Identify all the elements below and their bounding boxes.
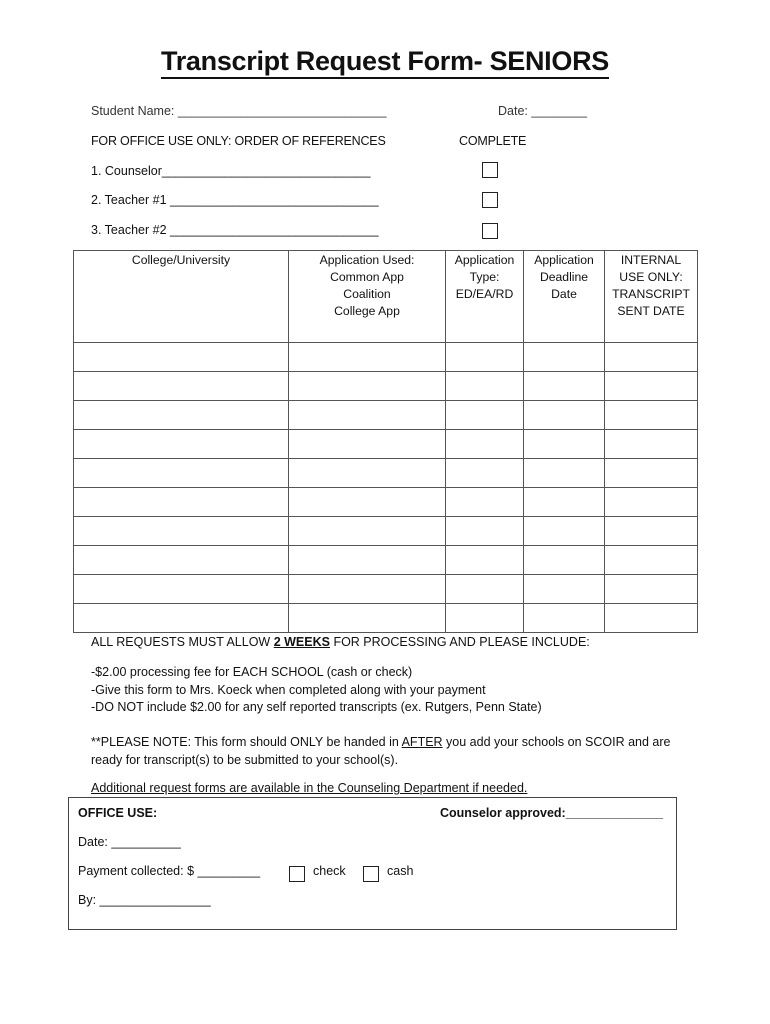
table-row (74, 343, 698, 372)
transcript-sent-cell[interactable] (605, 343, 698, 372)
application-type-cell[interactable] (446, 430, 524, 459)
college-cell[interactable] (74, 517, 289, 546)
complete-heading: COMPLETE (459, 134, 527, 148)
deadline-cell[interactable] (524, 575, 605, 604)
table-row (74, 401, 698, 430)
table-header-row (74, 251, 698, 343)
column-header-application-used: Application Used: Common App Coalition College App (289, 251, 446, 343)
application-type-cell[interactable] (446, 517, 524, 546)
please-note: **PLEASE NOTE: This form should ONLY be handed in AFTER you add your schools on SCOIR and are ready for transcript(s) to be submitted to your school(s). (91, 735, 671, 767)
processing-notice: ALL REQUESTS MUST ALLOW 2 WEEKS FOR PROCESSING AND PLEASE INCLUDE: (91, 635, 590, 649)
office-date-field[interactable]: Date: __________ (78, 835, 181, 849)
application-used-cell[interactable] (289, 488, 446, 517)
additional-forms-note: Additional request forms are available in the Counseling Department if needed. (91, 781, 528, 795)
application-used-cell[interactable] (289, 372, 446, 401)
office-use-box (68, 797, 677, 930)
payment-collected-field[interactable]: Payment collected: $ _________ (78, 864, 261, 878)
teacher-2-complete-checkbox[interactable] (482, 223, 498, 239)
application-used-cell[interactable] (289, 459, 446, 488)
deadline-cell[interactable] (524, 604, 605, 633)
reference-teacher-2[interactable]: 3. Teacher #2 ______________________________ (91, 223, 379, 237)
deadline-cell[interactable] (524, 430, 605, 459)
college-table (73, 250, 698, 633)
application-used-cell[interactable] (289, 546, 446, 575)
application-type-cell[interactable] (446, 488, 524, 517)
transcript-sent-cell[interactable] (605, 488, 698, 517)
list-item: -Give this form to Mrs. Koeck when completed along with your payment (91, 682, 486, 697)
deadline-cell[interactable] (524, 343, 605, 372)
application-type-cell[interactable] (446, 575, 524, 604)
after-emphasis: AFTER (401, 735, 443, 749)
college-cell[interactable] (74, 575, 289, 604)
list-item: -DO NOT include $2.00 for any self reported transcripts (ex. Rutgers, Penn State) (91, 700, 542, 714)
application-used-cell[interactable] (289, 517, 446, 546)
college-cell[interactable] (74, 604, 289, 633)
deadline-cell[interactable] (524, 517, 605, 546)
page-title (0, 46, 770, 77)
table-row (74, 372, 698, 401)
table-row (74, 459, 698, 488)
check-checkbox[interactable] (289, 866, 305, 882)
teacher-1-complete-checkbox[interactable] (482, 192, 498, 208)
reference-counselor[interactable]: 1. Counselor______________________________ (91, 164, 371, 178)
application-used-cell[interactable] (289, 343, 446, 372)
deadline-cell[interactable] (524, 372, 605, 401)
transcript-sent-cell[interactable] (605, 372, 698, 401)
college-cell[interactable] (74, 488, 289, 517)
office-use-heading-box: OFFICE USE: (78, 806, 158, 820)
reference-teacher-1[interactable]: 2. Teacher #1 ______________________________ (91, 193, 379, 207)
deadline-cell[interactable] (524, 488, 605, 517)
application-used-cell[interactable] (289, 575, 446, 604)
application-type-cell[interactable] (446, 604, 524, 633)
college-cell[interactable] (74, 546, 289, 575)
student-name-field[interactable]: Student Name: ______________________________ (91, 104, 387, 118)
application-used-cell[interactable] (289, 604, 446, 633)
title-text: Transcript Request Form- SENIORS (161, 46, 609, 79)
cash-label: cash (387, 864, 414, 878)
application-used-cell[interactable] (289, 401, 446, 430)
counselor-complete-checkbox[interactable] (482, 162, 498, 178)
list-item: -$2.00 processing fee for EACH SCHOOL (cash or check) (91, 665, 413, 679)
table-body (74, 343, 698, 633)
by-field[interactable]: By: ________________ (78, 893, 211, 907)
cash-checkbox[interactable] (363, 866, 379, 882)
college-cell[interactable] (74, 343, 289, 372)
deadline-cell[interactable] (524, 459, 605, 488)
column-header-internal: INTERNAL USE ONLY: TRANSCRIPT SENT DATE (605, 251, 698, 343)
transcript-sent-cell[interactable] (605, 459, 698, 488)
office-use-heading: FOR OFFICE USE ONLY: ORDER OF REFERENCES (91, 134, 386, 148)
instructions-list (91, 664, 542, 717)
transcript-sent-cell[interactable] (605, 401, 698, 430)
table-row (74, 517, 698, 546)
column-header-deadline: Application Deadline Date (524, 251, 605, 343)
transcript-sent-cell[interactable] (605, 604, 698, 633)
table-row (74, 546, 698, 575)
deadline-cell[interactable] (524, 401, 605, 430)
deadline-cell[interactable] (524, 546, 605, 575)
table-row (74, 488, 698, 517)
date-field[interactable]: Date: ________ (498, 104, 587, 118)
table-row (74, 575, 698, 604)
column-header-application-type: Application Type: ED/EA/RD (446, 251, 524, 343)
application-type-cell[interactable] (446, 546, 524, 575)
college-cell[interactable] (74, 401, 289, 430)
two-weeks-emphasis: 2 WEEKS (273, 635, 330, 649)
column-header-college: College/University (74, 251, 289, 343)
transcript-sent-cell[interactable] (605, 430, 698, 459)
check-label: check (313, 864, 346, 878)
table-row (74, 604, 698, 633)
college-cell[interactable] (74, 430, 289, 459)
college-cell[interactable] (74, 459, 289, 488)
transcript-sent-cell[interactable] (605, 517, 698, 546)
application-type-cell[interactable] (446, 343, 524, 372)
application-type-cell[interactable] (446, 459, 524, 488)
transcript-sent-cell[interactable] (605, 546, 698, 575)
application-used-cell[interactable] (289, 430, 446, 459)
application-type-cell[interactable] (446, 372, 524, 401)
transcript-sent-cell[interactable] (605, 575, 698, 604)
counselor-approved-field[interactable]: Counselor approved:______________ (440, 806, 664, 820)
table-row (74, 430, 698, 459)
college-cell[interactable] (74, 372, 289, 401)
application-type-cell[interactable] (446, 401, 524, 430)
